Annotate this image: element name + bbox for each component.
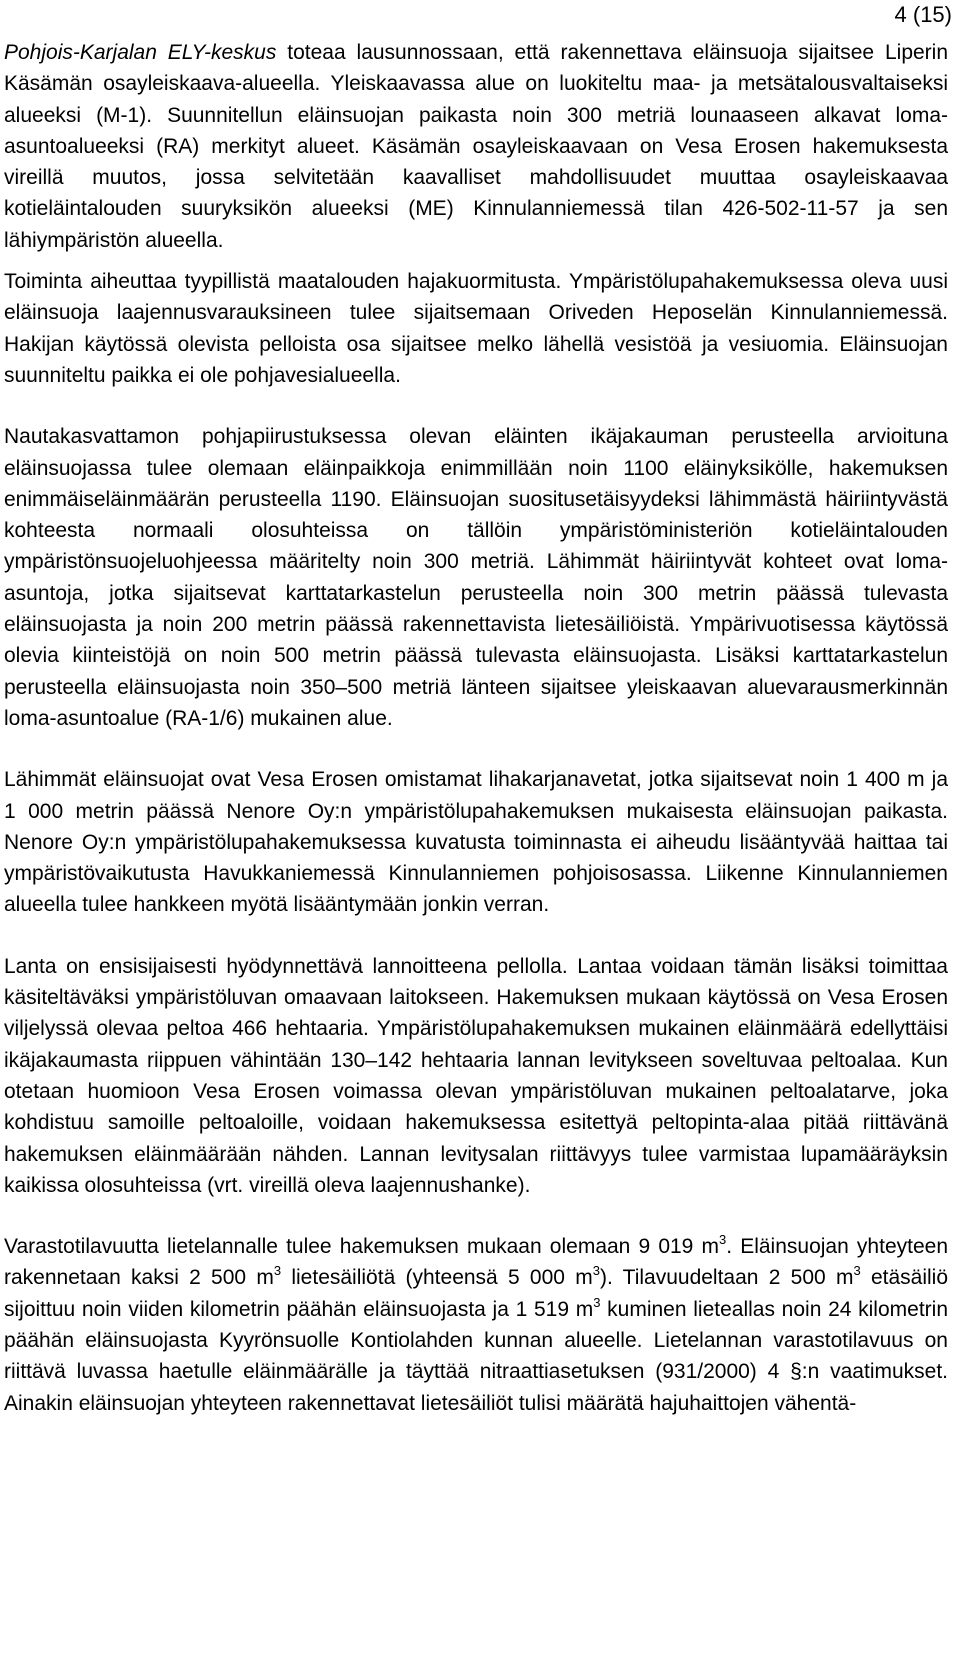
text-run: kuminen lieteallas noin 24 kilometrin päähän eläinsuojasta Kyyrönsuolle Kontiolahden kunnan alueelle. Lietelannan varastotilavuus on riittävä luvassa haetulle eläinmäärälle ja täyttää nitraattiasetuksen (931/2000) 4 §:n vaatimukset. Ainakin eläinsuojan yhteyteen rakennettavat lietesäiliöt tulisi määrätä hajuhaittojen vähentä- (4, 1297, 948, 1415)
paragraph-text: toteaa lausunnossaan, että rakennettava eläinsuoja sijaitsee Liperin Käsämän osayleiskaava-alueella. Yleiskaavassa alue on luokiteltu maa- ja metsätalousvaltaiseksi alueeksi (M-1). Suunnitellun eläinsuojan paikasta noin 300 metriä lounaaseen alkavat loma-asuntoalueeksi (RA) merkityt alueet. Käsämän osayleiskaavaan on Vesa Erosen hakemuksesta vireillä muutos, jossa selvitetään kaavalliset mahdollisuudet muuttaa osayleiskaavaa kotieläintalouden suuryksikön alueeksi (ME) Kinnulanniemessä tilan 426-502-11-57 ja sen lähiympäristön alueella. (4, 41, 949, 252)
paragraph-load (4, 266, 948, 391)
paragraph-manure (4, 951, 948, 1201)
text-run: Varastotilavuutta lietelannalle tulee hakemuksen mukaan olemaan 9 019 m (4, 1235, 719, 1259)
paragraph-text: Toiminta aiheuttaa tyypillistä maatalouden hajakuormitusta. Ympäristölupahakemuksessa oleva uusi eläinsuoja laajennusvarauksineen tulee sijaitsemaan Oriveden Heposelän Kinnulanniemessä. Hakijan käytössä olevista pelloista osa sijaitsee melko lähellä vesistöä ja vesiuomia. Eläinsuojan suunniteltu paikka ei ole pohjavesialueella. (4, 270, 948, 387)
superscript: 3 (593, 1294, 601, 1310)
agency-name: Pohjois-Karjalan ELY-keskus (4, 41, 277, 64)
text-run: . Eläinsuojan yhteyteen rakennetaan kaksi 2 500 m (4, 1235, 948, 1290)
superscript: 3 (273, 1263, 282, 1279)
paragraph-text: Lanta on ensisijaisesti hyödynnettävä lannoitteena pellolla. Lantaa voidaan tämän lisäksi toimittaa käsiteltäväksi ympäristöluvan omaavaan laitokseen. Hakemuksen mukaan käytössä on Vesa Erosen viljelyssä olevaa peltoa 466 hehtaaria. Ympäristölupahakemuksen mukainen eläinmäärä edellyttäisi ikäjakaumasta riippuen vähintään 130–142 hehtaaria lannan levitykseen soveltuvaa peltoalaa. Kun otetaan huomioon Vesa Erosen voimassa olevan ympäristöluvan mukainen peltoalatarve, joka kohdistuu samoille peltoaloille, voidaan hakemuksessa esitettyä peltopinta-alaa pitää riittävänä hakemuksen eläinmäärään nähden. Lannan levitysalan riittävyys tulee varmistaa lupamääräyksin kaikissa olosuhteissa (vrt. vireillä oleva laajennushanke). (4, 954, 948, 1197)
paragraph-storage (4, 1231, 948, 1419)
paragraph-text: Lähimmät eläinsuojat ovat Vesa Erosen omistamat lihakarjanavetat, jotka sijaitsevat noin 1 400 m ja 1 000 metrin päässä Nenore Oy:n ympäristölupahakemuksen mukaisesta eläinsuojan paikasta. Nenore Oy:n ympäristölupahakemuksessa kuvatusta toiminnasta ei aiheudu lisääntyvää haittaa tai ympäristövaikutusta Havukkaniemessä Kinnulanniemen pohjoisosassa. Liikenne Kinnulanniemen alueella tulee hankkeen myötä lisääntymään jonkin verran. (4, 768, 948, 917)
paragraph-ely-statement (4, 37, 948, 256)
paragraph-distances (4, 421, 948, 734)
paragraph-text: Nautakasvattamon pohjapiirustuksessa olevan eläinten ikäjakauman perusteella arvioituna eläinsuojassa tulee olemaan eläinpaikkoja enimmillään noin 1100 eläinyksikölle, hakemuksen enimmäiseläinmäärän perusteella 1190. Eläinsuojan suositusetäisyydeksi lähimmästä häiriintyvästä kohteesta normaali olosuhteissa on tällöin ympäristöministeriön kotieläintalouden ympäristönsuojeluohjeessa määritelty noin 300 metriä. Lähimmät häiriintyvät kohteet ovat loma-asuntoja, jotka sijaitsevat karttatarkastelun perusteella noin 300 metrin päässä tulevasta eläinsuojasta ja noin 200 metrin päässä rakennettavista lietesäiliöistä. Ympärivuotisessa käytössä olevia kiinteistöjä on noin 500 metrin päässä tulevasta eläinsuojasta. Lisäksi karttatarkastelun perusteella eläinsuojasta noin 350–500 metriä länteen sijaitsee yleiskaavan aluevarausmerkinnän loma-asuntoalue (RA-1/6) mukainen alue. (4, 425, 948, 730)
document-body (4, 37, 948, 1419)
text-run: lietesäiliötä (yhteensä 5 000 m (281, 1266, 593, 1290)
page-number: 4 (15) (894, 2, 952, 27)
superscript: 3 (853, 1263, 861, 1279)
paragraph-nearest-barns (4, 764, 948, 920)
superscript: 3 (719, 1232, 727, 1248)
superscript: 3 (592, 1263, 600, 1279)
text-run: ). Tilavuudeltaan 2 500 m (599, 1266, 854, 1290)
text-run: etäsäiliö sijoittuu noin viiden kilometrin päähän eläinsuojasta ja 1 519 m (4, 1266, 949, 1321)
